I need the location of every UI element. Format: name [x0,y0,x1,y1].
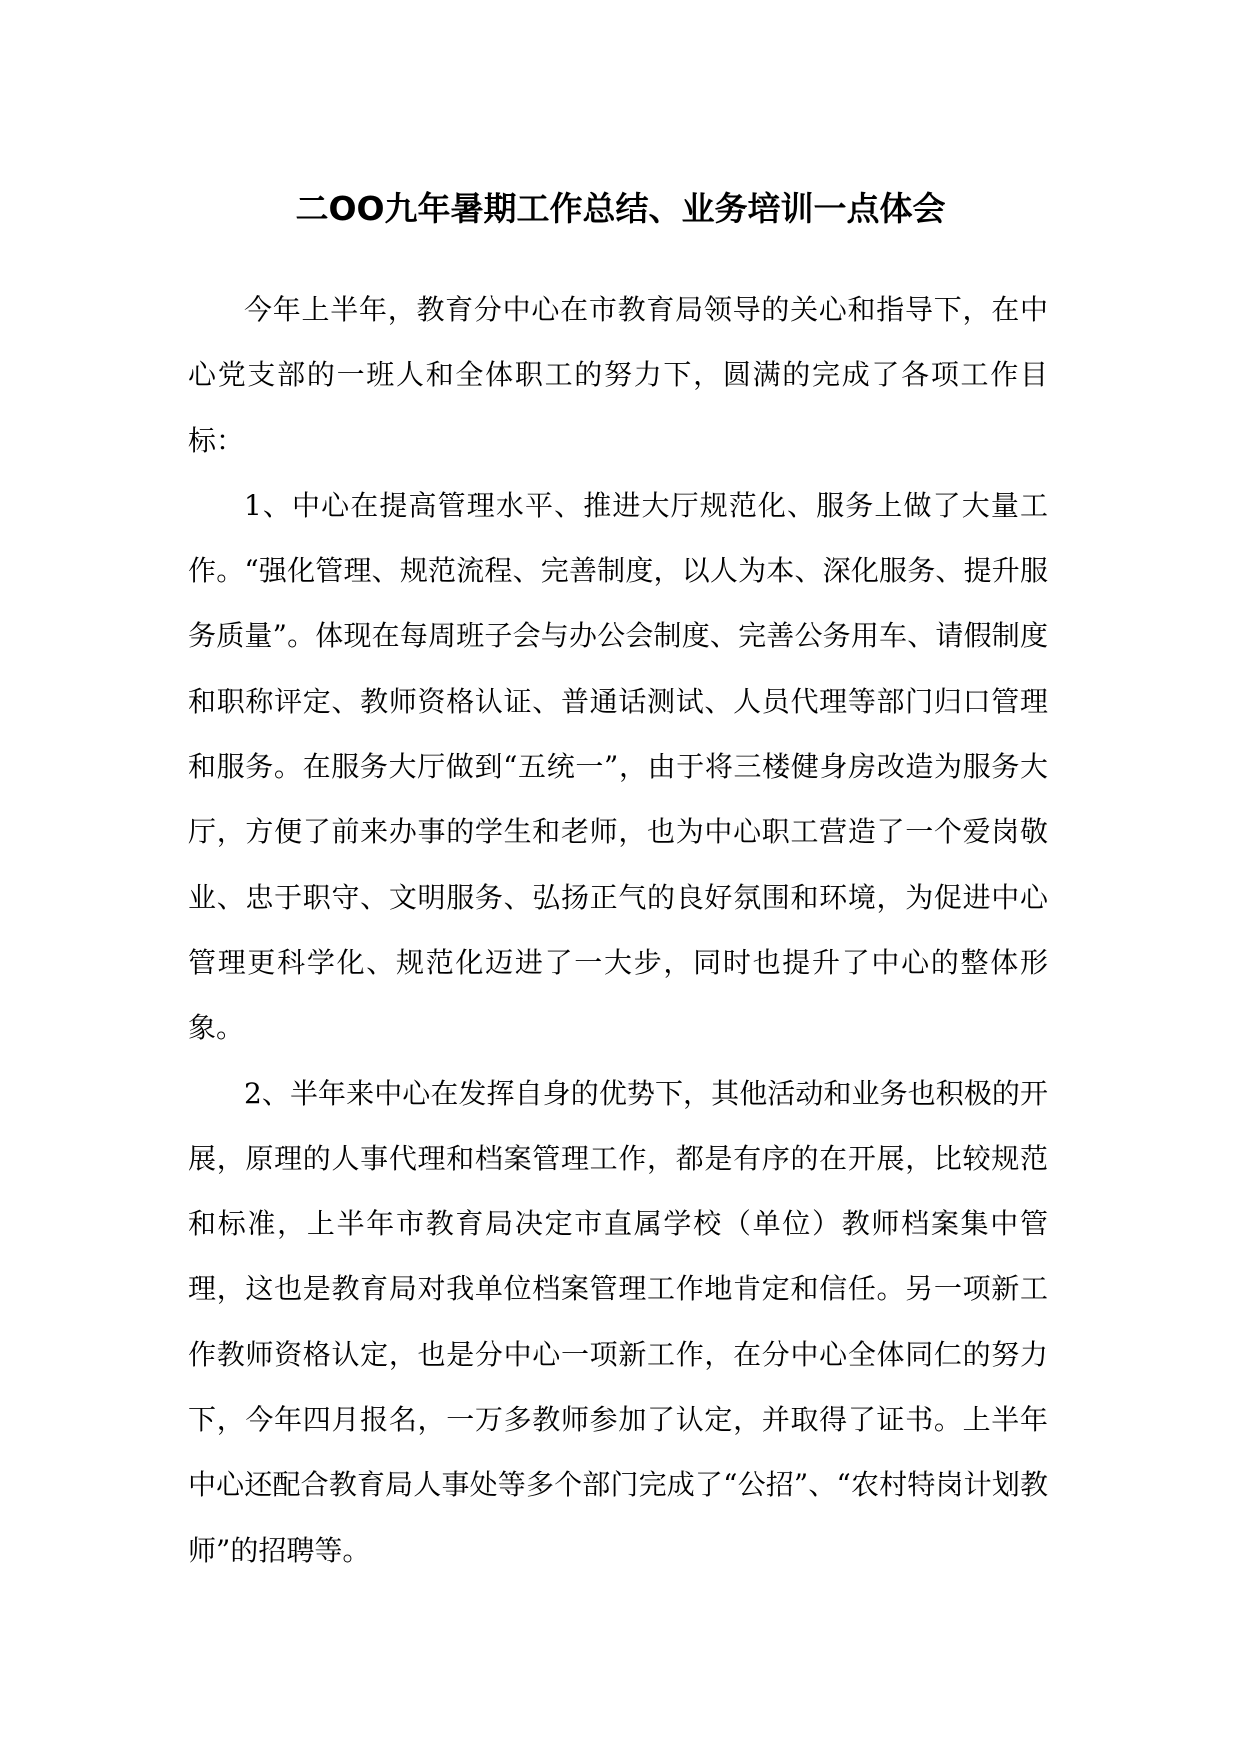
paragraph-item-2: 2、半年来中心在发挥自身的优势下，其他活动和业务也积极的开展，原理的人事代理和档案管理工作，都是有序的在开展，比较规范和标准，上半年市教育局决定市直属学校（单位）教师档案集中管理，这也是教育局对我单位档案管理工作地肯定和信任。另一项新工作教师资格认定，也是分中心一项新工作，在分中心全体同仁的努力下，今年四月报名，一万多教师参加了认定，并取得了证书。上半年中心还配合教育局人事处等多个部门完成了“公招”、“农村特岗计划教师”的招聘等。 [188,1076,1048,1567]
paragraph-intro: 今年上半年，教育分中心在市教育局领导的关心和指导下，在中心党支部的一班人和全体职工的努力下，圆满的完成了各项工作目标： [188,293,1048,457]
document-body [188,277,1048,1583]
document-title: 二OO九年暑期工作总结、业务培训一点体会 [295,189,946,228]
paragraph-item-1: 1、中心在提高管理水平、推进大厅规范化、服务上做了大量工作。“强化管理、规范流程、完善制度，以人为本、深化服务、提升服务质量”。体现在每周班子会与办公会制度、完善公务用车、请假制度和职称评定、教师资格认证、普通话测试、人员代理等部门归口管理和服务。在服务大厅做到“五统一”，由于将三楼健身房改造为服务大厅，方便了前来办事的学生和老师，也为中心职工营造了一个爱岗敬业、忠于职守、文明服务、弘扬正气的良好氛围和环境，为促进中心管理更科学化、规范化迈进了一大步，同时也提升了中心的整体形象。 [188,488,1048,1045]
